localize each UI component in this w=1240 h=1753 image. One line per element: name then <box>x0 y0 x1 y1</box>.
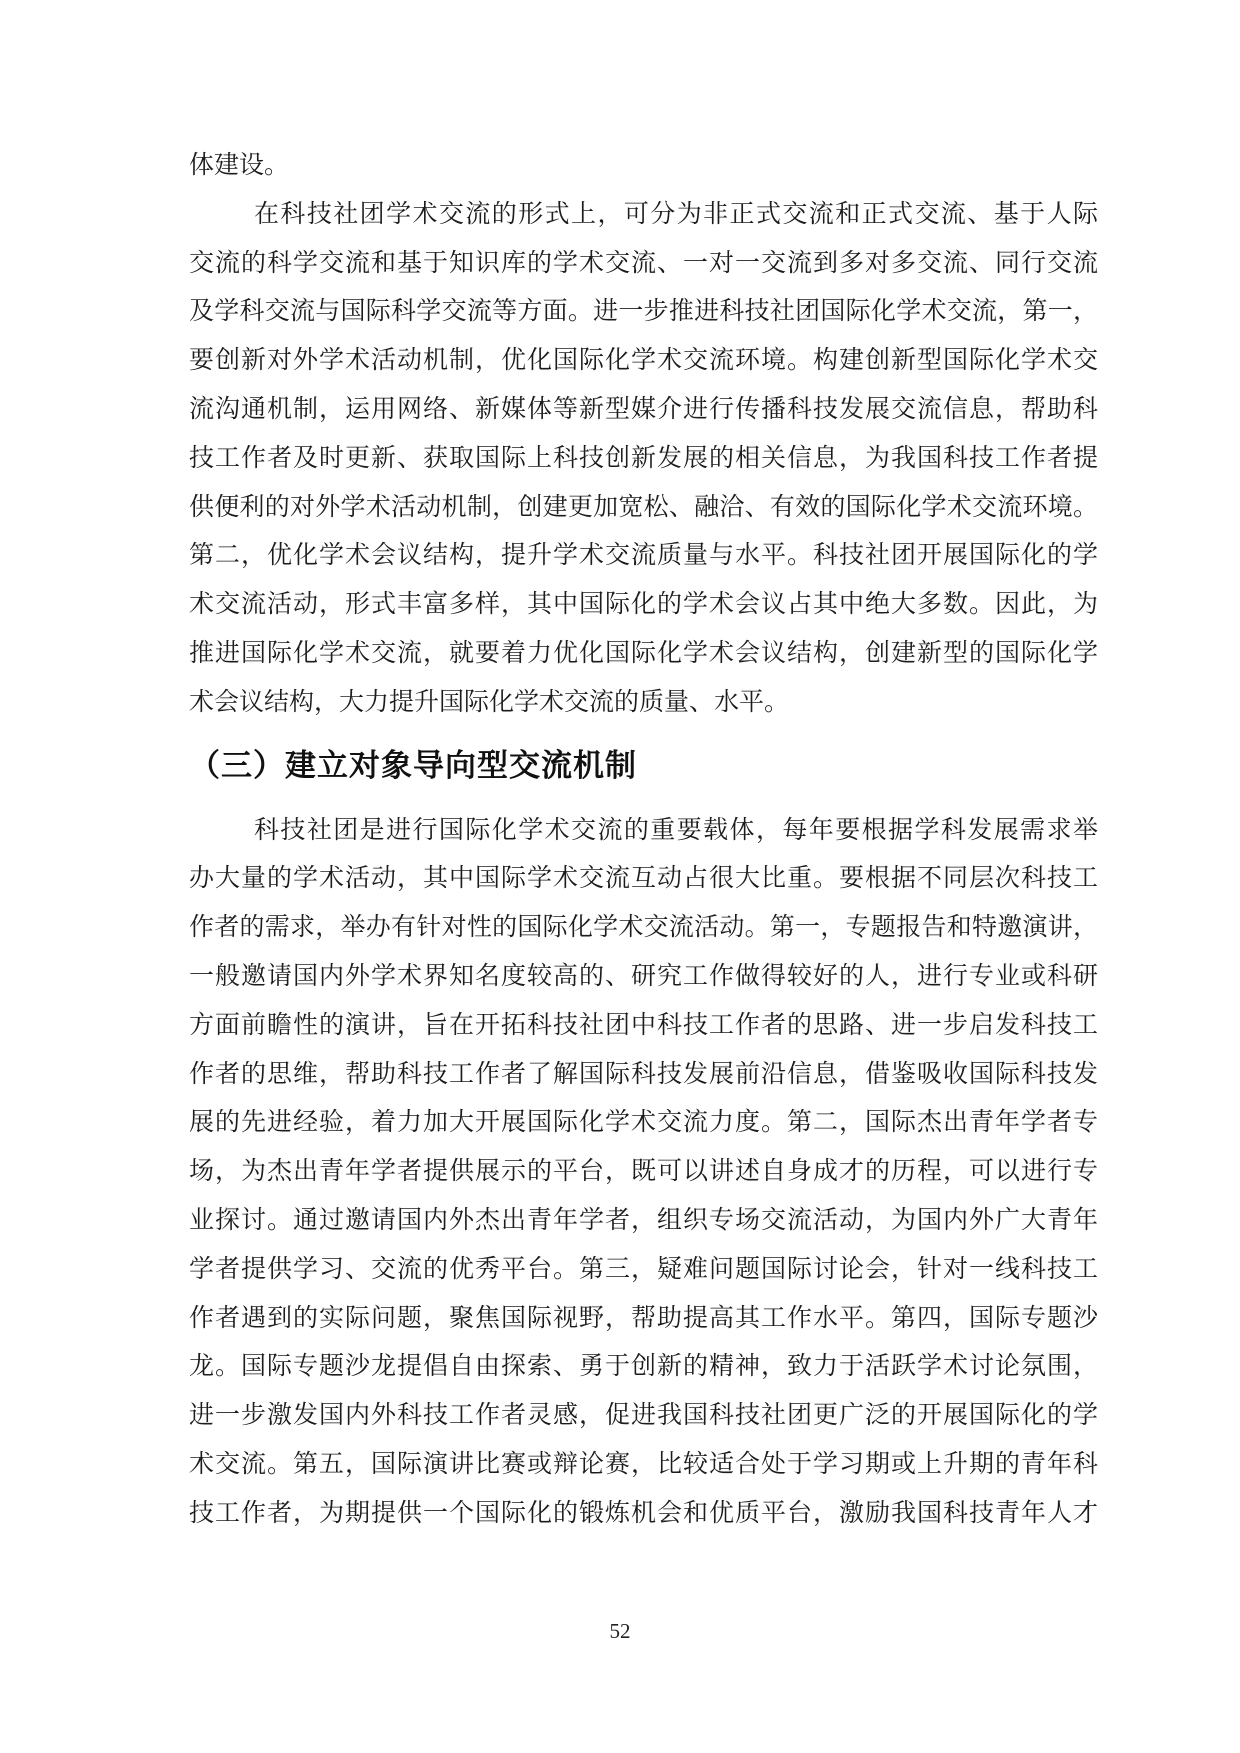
text-line: 交流的科学交流和基于知识库的学术交流、一对一交流到多对多交流、同行交流 <box>189 249 1098 277</box>
text-line: 展的先进经验，着力加大开展国际化学术交流力度。第二，国际杰出青年学者专 <box>189 1109 1098 1137</box>
text-line: 技工作者，为期提供一个国际化的锻炼机会和优质平台，激励我国科技青年人才 <box>189 1499 1098 1527</box>
text-line: 作者的思维，帮助科技工作者了解国际科技发展前沿信息，借鉴吸收国际科技发 <box>189 1060 1098 1088</box>
page-number: 52 <box>609 1619 631 1643</box>
text-line: 流沟通机制，运用网络、新媒体等新型媒介进行传播科技发展交流信息，帮助科 <box>189 395 1098 423</box>
text-line: 术交流活动，形式丰富多样，其中国际化的学术会议占其中绝大多数。因此，为 <box>189 591 1098 619</box>
text-line: 龙。国际专题沙龙提倡自由探索、勇于创新的精神，致力于活跃学术讨论氛围， <box>189 1353 1098 1381</box>
text-line: 在科技社团学术交流的形式上，可分为非正式交流和正式交流、基于人际 <box>254 200 1098 228</box>
text-line: 科技社团是进行国际化学术交流的重要载体，每年要根据学科发展需求举 <box>254 816 1098 844</box>
text-line: 要创新对外学术活动机制，优化国际化学术交流环境。构建创新型国际化学术交 <box>189 347 1098 375</box>
text-line: 及学科交流与国际科学交流等方面。进一步推进科技社团国际化学术交流，第一， <box>189 298 1098 326</box>
paragraph-object-oriented-mechanism <box>189 807 1098 1539</box>
text-line: 作者的需求，举办有针对性的国际化学术交流活动。第一，专题报告和特邀演讲， <box>189 914 1098 942</box>
paragraph-forms-of-exchange <box>189 191 1098 728</box>
text-line: 方面前瞻性的演讲，旨在开拓科技社团中科技工作者的思路、进一步启发科技工 <box>189 1011 1098 1039</box>
text-line: 技工作者及时更新、获取国际上科技创新发展的相关信息，为我国科技工作者提 <box>189 444 1098 472</box>
text-line: 进一步激发国内外科技工作者灵感，促进我国科技社团更广泛的开展国际化的学 <box>189 1402 1098 1430</box>
text-line: 推进国际化学术交流，就要着力优化国际化学术会议结构，创建新型的国际化学 <box>189 639 1098 667</box>
section-heading: （三）建立对象导向型交流机制 <box>189 747 637 783</box>
text-line: 体建设。 <box>189 152 290 179</box>
text-line: 术会议结构，大力提升国际化学术交流的质量、水平。 <box>189 688 790 716</box>
text-line: 术交流。第五，国际演讲比赛或辩论赛，比较适合处于学习期或上升期的青年科 <box>189 1450 1098 1478</box>
page-body <box>189 142 1098 1539</box>
text-line: 供便利的对外学术活动机制，创建更加宽松、融洽、有效的国际化学术交流环境。 <box>189 493 1098 521</box>
text-line: 第二，优化学术会议结构，提升学术交流质量与水平。科技社团开展国际化的学 <box>189 542 1098 570</box>
text-line: 一般邀请国内外学术界知名度较高的、研究工作做得较好的人，进行专业或科研 <box>189 962 1098 990</box>
text-line: 作者遇到的实际问题，聚焦国际视野，帮助提高其工作水平。第四，国际专题沙 <box>189 1304 1098 1332</box>
text-line: 学者提供学习、交流的优秀平台。第三，疑难问题国际讨论会，针对一线科技工 <box>189 1255 1098 1283</box>
paragraph-continuation-end <box>189 142 1098 191</box>
page-footer <box>0 1618 1240 1644</box>
text-line: 办大量的学术活动，其中国际学术交流互动占很大比重。要根据不同层次科技工 <box>189 865 1098 893</box>
text-line: 业探讨。通过邀请国内外杰出青年学者，组织专场交流活动，为国内外广大青年 <box>189 1206 1098 1234</box>
text-line: 场，为杰出青年学者提供展示的平台，既可以讲述自身成才的历程，可以进行专 <box>189 1158 1098 1186</box>
